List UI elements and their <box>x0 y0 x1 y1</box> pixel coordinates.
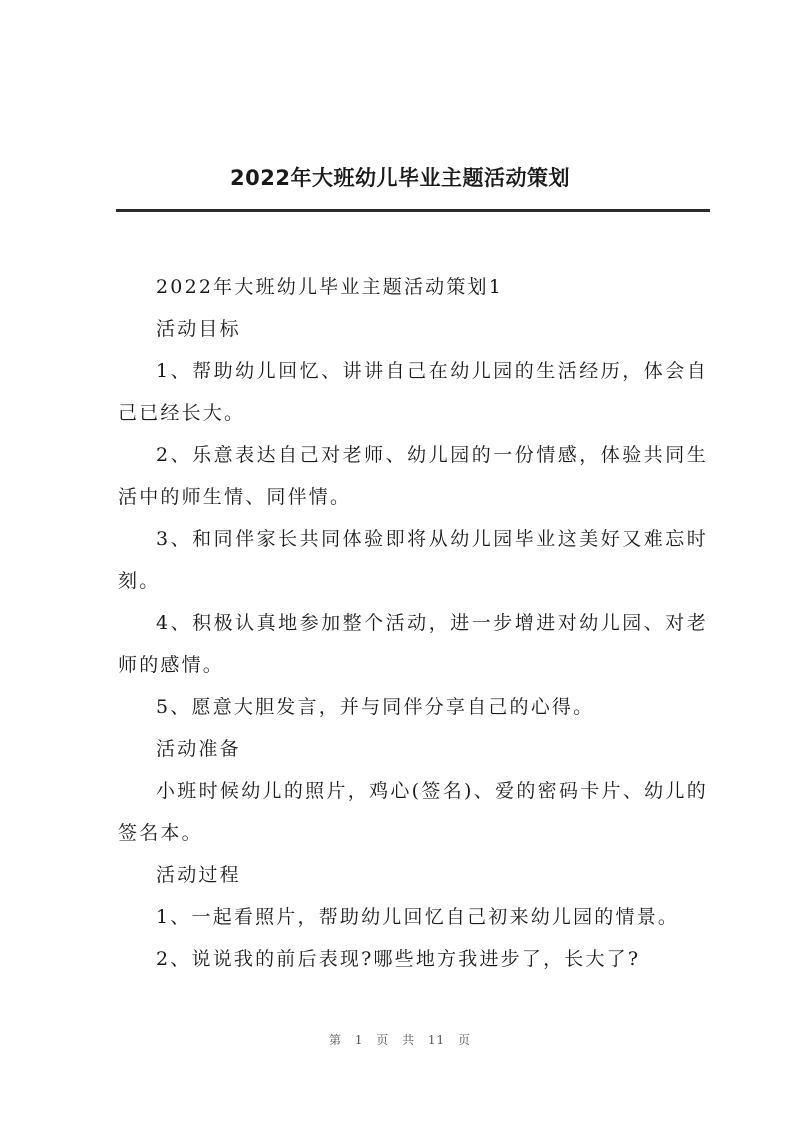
paragraph-heading-1: 2022年大班幼儿毕业主题活动策划1 <box>156 276 504 298</box>
paragraph-process-2: 2、说说我的前后表现?哪些地方我进步了，长大了? <box>156 948 641 970</box>
paragraph-goal-1: 1、帮助幼儿回忆、讲讲自己在幼儿园的生活经历，体会自己已经长大。 <box>118 360 708 424</box>
title-underline <box>116 209 710 212</box>
paragraph-section-process: 活动过程 <box>156 864 241 886</box>
paragraph-process-1: 1、一起看照片，帮助幼儿回忆自己初来幼儿园的情景。 <box>156 906 680 928</box>
paragraph-section-goals: 活动目标 <box>156 318 241 340</box>
document-body <box>118 266 708 980</box>
paragraph-goal-5: 5、愿意大胆发言，并与同伴分享自己的心得。 <box>156 696 595 718</box>
page-number-footer: 第 1 页 共 11 页 <box>329 1033 471 1047</box>
paragraph-goal-4: 4、积极认真地参加整个活动，进一步增进对幼儿园、对老师的感情。 <box>118 612 708 676</box>
paragraph-goal-3: 3、和同伴家长共同体验即将从幼儿园毕业这美好又难忘时刻。 <box>118 528 708 592</box>
paragraph-preparation: 小班时候幼儿的照片，鸡心(签名)、爱的密码卡片、幼儿的签名本。 <box>118 780 708 844</box>
paragraph-section-preparation: 活动准备 <box>156 738 241 760</box>
page-title: 2022年大班幼儿毕业主题活动策划 <box>230 166 570 190</box>
paragraph-goal-2: 2、乐意表达自己对老师、幼儿园的一份情感，体验共同生活中的师生情、同伴情。 <box>118 444 708 508</box>
